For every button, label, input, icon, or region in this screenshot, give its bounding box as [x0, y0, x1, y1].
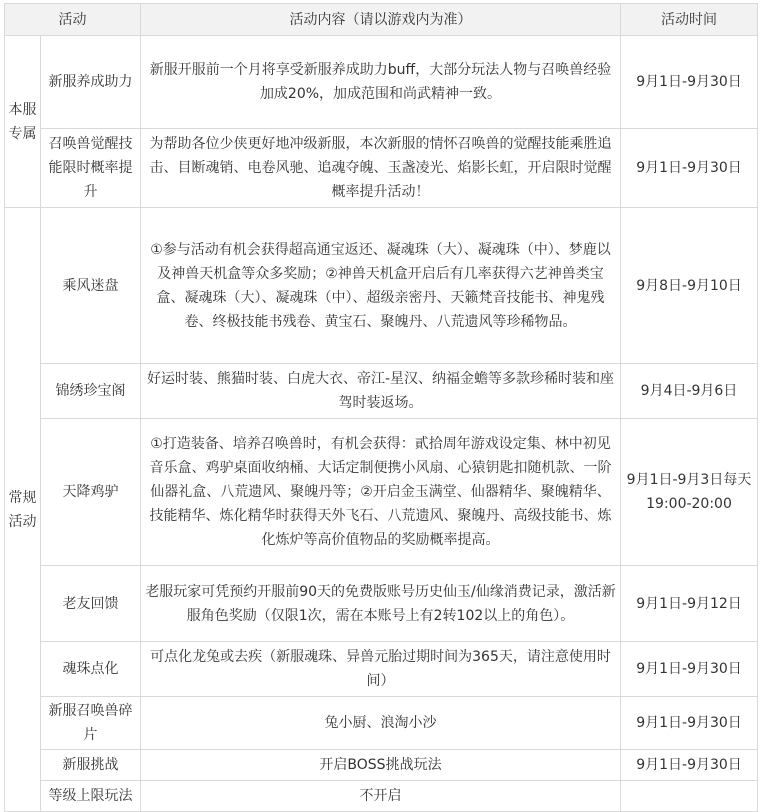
table-row [5, 36, 758, 129]
activity-content: 新服开服前一个月将享受新服养成助力buff，大部分玩法人物与召唤兽经验加成20%，加成范围和尚武精神一致。 [141, 36, 621, 129]
activity-name: 新服召唤兽碎片 [41, 697, 141, 750]
header-time: 活动时间 [621, 4, 758, 36]
table-row [5, 781, 758, 812]
table-row [5, 419, 758, 566]
activity-time: 9月8日-9月10日 [621, 208, 758, 364]
activity-name: 新服挑战 [41, 750, 141, 781]
activity-time: 9月1日-9月30日 [621, 697, 758, 750]
activity-table [4, 3, 758, 812]
activity-name: 召唤兽觉醒技能限时概率提升 [41, 129, 141, 208]
header-row [5, 4, 758, 36]
activity-content: 开启BOSS挑战玩法 [141, 750, 621, 781]
table-row [5, 642, 758, 697]
activity-content: 不开启 [141, 781, 621, 812]
activity-content: ①打造装备、培养召唤兽时，有机会获得：貳拾周年游戏设定集、林中初见音乐盒、鸡驴桌面收纳桶、大话定制便携小风扇、心猿钥匙扣随机款、一阶仙器礼盒、八荒遗风、聚魄丹等；②开启金玉满堂、仙器精华、聚魄精华、技能精华、炼化精华时获得天外飞石、八荒遗风、聚魄丹、高级技能书、炼化炼炉等高价值物品的奖励概率提高。 [141, 419, 621, 566]
table-row [5, 364, 758, 419]
activity-name: 等级上限玩法 [41, 781, 141, 812]
table-row [5, 566, 758, 642]
table-row [5, 129, 758, 208]
activity-name: 乘风迷盘 [41, 208, 141, 364]
activity-content: 可点化龙兔或去疾（新服魂珠、异兽元胎过期时间为365天，请注意使用时间） [141, 642, 621, 697]
table-row [5, 697, 758, 750]
activity-time: 9月1日-9月30日 [621, 36, 758, 129]
activity-content: ①参与活动有机会获得超高通宝返还、凝魂珠（大）、凝魂珠（中）、梦鹿以及神兽天机盒等众多奖励；②神兽天机盒开启后有几率获得六艺神兽类宝盒、凝魂珠（大）、凝魂珠（中）、超级亲密丹、天籁梵音技能书、神鬼残卷、终极技能书残卷、黄宝石、聚魄丹、八荒遗风等珍稀物品。 [141, 208, 621, 364]
activity-content: 为帮助各位少侠更好地冲级新服，本次新服的情怀召唤兽的觉醒技能乘胜追击、目断魂销、电卷风驰、追魂夺魄、玉盏凌光、焰影长虹，开启限时觉醒概率提升活动！ [141, 129, 621, 208]
activity-time: 9月1日-9月12日 [621, 566, 758, 642]
activity-time: 9月4日-9月6日 [621, 364, 758, 419]
group-label-server-exclusive: 本服专属 [5, 36, 41, 208]
activity-time: 9月1日-9月30日 [621, 642, 758, 697]
activity-content: 好运时装、熊猫时装、白虎大衣、帝江-星汉、纳福金蟾等多款珍稀时装和座驾时装返场。 [141, 364, 621, 419]
activity-name: 天降鸡驴 [41, 419, 141, 566]
table-row [5, 750, 758, 781]
activity-time: 9月1日-9月3日每天19:00-20:00 [621, 419, 758, 566]
activity-time [621, 781, 758, 812]
activity-time: 9月1日-9月30日 [621, 750, 758, 781]
header-content: 活动内容（请以游戏内为准） [141, 4, 621, 36]
header-activity: 活动 [5, 4, 141, 36]
activity-name: 锦绣珍宝阁 [41, 364, 141, 419]
activity-name: 新服养成助力 [41, 36, 141, 129]
activity-name: 魂珠点化 [41, 642, 141, 697]
activity-content: 老服玩家可凭预约开服前90天的免费版账号历史仙玉/仙缘消费记录，激活新服角色奖励（仅限1次，需在本账号上有2转102以上的角色）。 [141, 566, 621, 642]
table-row [5, 208, 758, 364]
activity-name: 老友回馈 [41, 566, 141, 642]
activity-time: 9月1日-9月30日 [621, 129, 758, 208]
activity-content: 兔小厨、浪淘小沙 [141, 697, 621, 750]
group-label-regular: 常规活动 [5, 208, 41, 812]
